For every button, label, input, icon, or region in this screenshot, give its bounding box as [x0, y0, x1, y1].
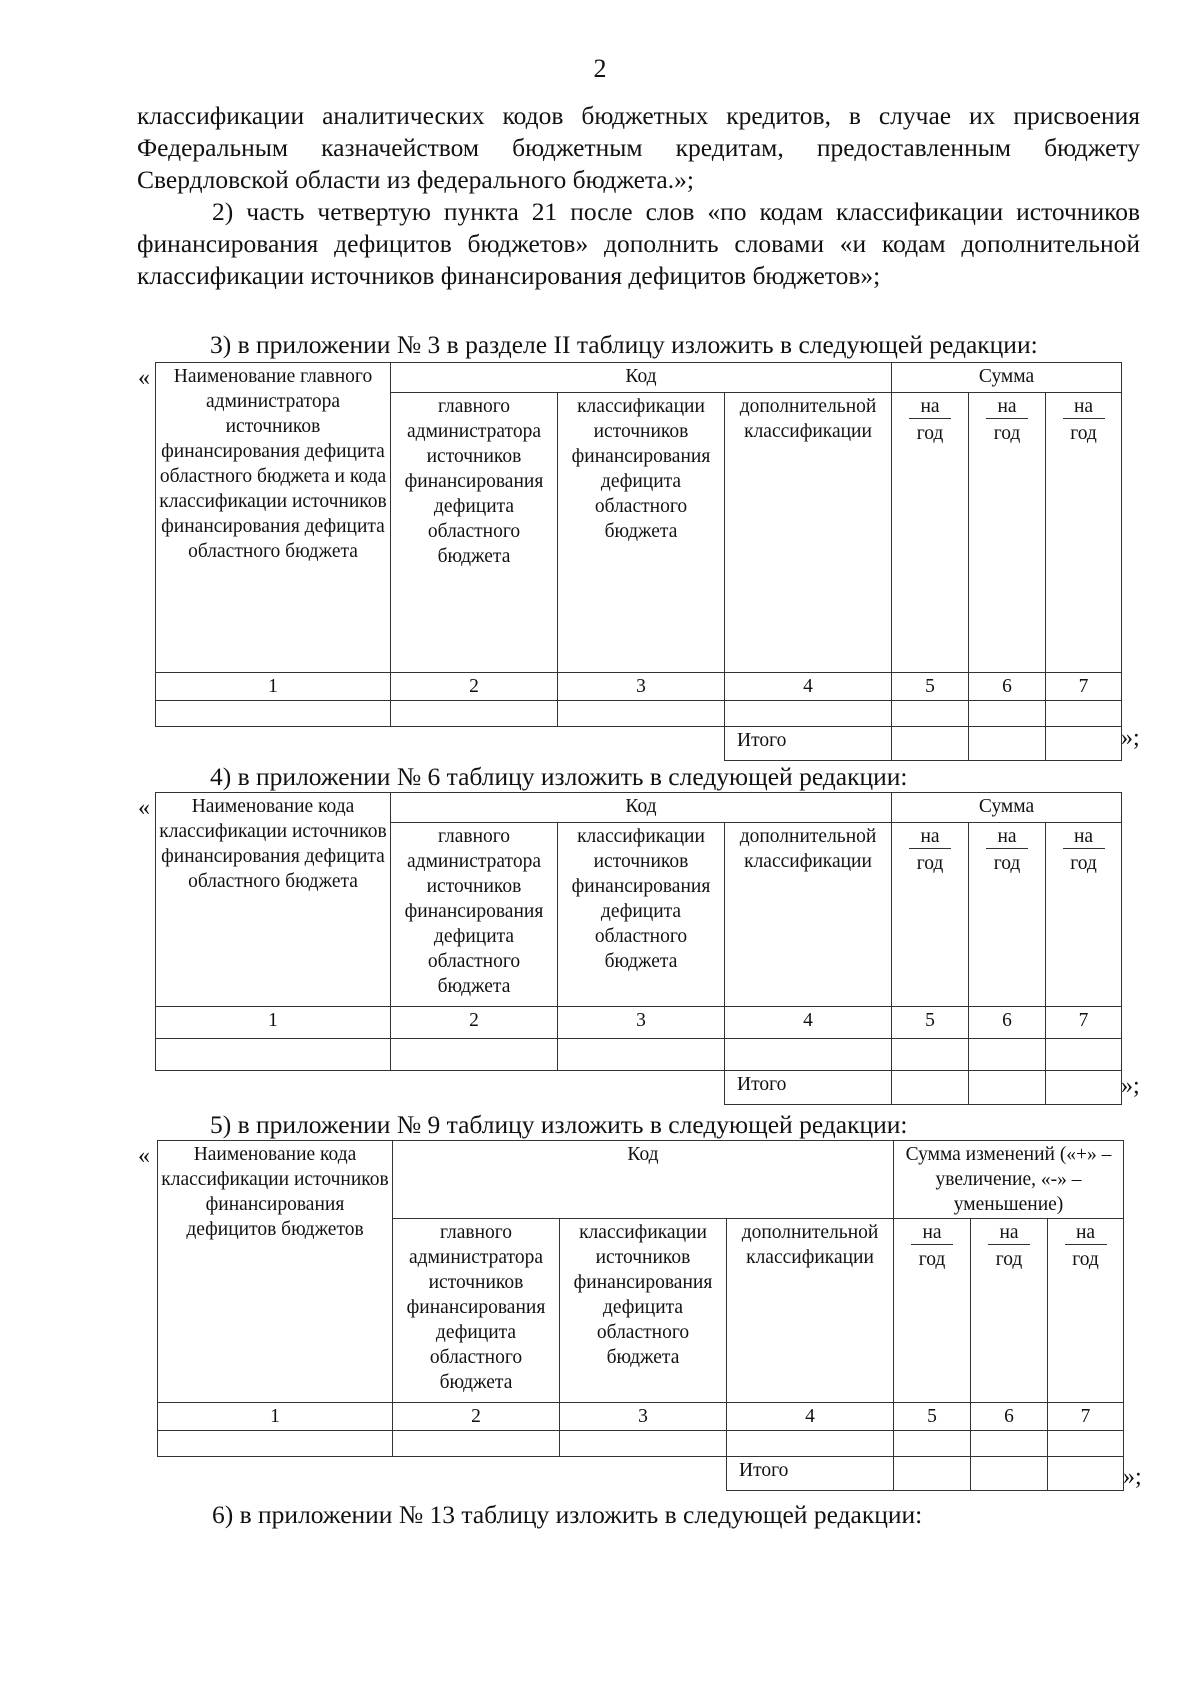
itogo-cell [969, 1071, 1046, 1105]
col-num: 2 [393, 1403, 560, 1431]
table-appendix-3 [155, 362, 1122, 761]
col-num: 1 [156, 1007, 391, 1039]
glavnogo-admin-header: главного администратора источников финансирования дефицита областного бюджета [391, 823, 558, 1007]
empty-cell [892, 701, 969, 727]
empty-cell [156, 1039, 391, 1071]
empty-cell [1046, 701, 1122, 727]
table-appendix-6 [155, 792, 1122, 1105]
name-header: Наименование кода классификации источников финансирования дефицитов бюджетов [158, 1141, 393, 1403]
klass-ist-header: классификации источников финансирования дефицита областного бюджета [560, 1219, 727, 1403]
klass-ist-header: классификации источников финансирования дефицита областного бюджета [558, 393, 725, 673]
col-num: 4 [725, 1007, 892, 1039]
empty-cell [725, 1039, 892, 1071]
empty-cell [1048, 1431, 1124, 1457]
na-label: на [988, 1220, 1030, 1245]
kod-header: Код [391, 793, 892, 823]
col-num: 1 [156, 673, 391, 701]
empty-cell [969, 1039, 1046, 1071]
klass-ist-header: классификации источников финансирования дефицита областного бюджета [558, 823, 725, 1007]
glavnogo-admin-header: главного администратора источников финансирования дефицита областного бюджета [391, 393, 558, 673]
itogo-cell [1046, 1071, 1122, 1105]
god-label: год [1070, 853, 1097, 874]
summa-header: Сумма изменений («+» – увеличение, «-» – уменьшение) [894, 1141, 1124, 1219]
god-label: год [993, 853, 1021, 874]
itogo-cell [892, 1071, 969, 1105]
empty-cell [971, 1431, 1048, 1457]
empty-cell [393, 1431, 560, 1457]
na-label: на [1065, 1220, 1107, 1245]
kod-header: Код [393, 1141, 894, 1219]
na-label: на [986, 394, 1028, 419]
empty-cell [391, 701, 558, 727]
god-label: год [1072, 1249, 1099, 1270]
empty-cell [969, 701, 1046, 727]
year-header [971, 1219, 1048, 1403]
col-num: 3 [558, 1007, 725, 1039]
col-num: 5 [894, 1403, 971, 1431]
col-num: 6 [969, 1007, 1046, 1039]
year-header [892, 393, 969, 673]
empty-cell [558, 1039, 725, 1071]
dop-klass-header: дополнительной классификации [727, 1219, 894, 1403]
col-num: 6 [971, 1403, 1048, 1431]
col-num: 2 [391, 1007, 558, 1039]
itogo-cell [971, 1457, 1048, 1491]
col-num: 3 [558, 673, 725, 701]
open-quote: « [138, 365, 150, 391]
year-header [969, 393, 1046, 673]
god-label: год [993, 423, 1021, 444]
summa-header: Сумма [892, 363, 1122, 393]
name-header: Наименование главного администратора источников финансирования дефицита областного бюджета и кода классификации источников финансирования дефицита областного бюджета [156, 363, 391, 673]
col-num: 2 [391, 673, 558, 701]
year-header [1048, 1219, 1124, 1403]
na-label: на [1063, 824, 1105, 849]
col-num: 5 [892, 673, 969, 701]
col-num: 5 [892, 1007, 969, 1039]
page-number: 2 [593, 54, 607, 83]
col-num: 1 [158, 1403, 393, 1431]
col-num: 3 [560, 1403, 727, 1431]
itogo-label: Итого [725, 1071, 892, 1105]
glavnogo-admin-header: главного администратора источников финансирования дефицита областного бюджета [393, 1219, 560, 1403]
empty-cell [391, 1039, 558, 1071]
na-label: на [911, 1220, 953, 1245]
paragraph-continuation: классификации аналитических кодов бюджетных кредитов, в случае их присвоения Федеральным казначейством бюджетным кредитам, предоставленным бюджету Свердловской области из федерального бюджета.»; [137, 101, 1140, 194]
close-quote: »; [1121, 1073, 1140, 1099]
itogo-cell [894, 1457, 971, 1491]
open-quote: « [138, 1143, 150, 1169]
heading-item-5: 5) в приложении № 9 таблицу изложить в следующей редакции: [210, 1110, 908, 1139]
itogo-cell [969, 727, 1046, 761]
dop-klass-header: дополнительной классификации [725, 823, 892, 1007]
god-label: год [918, 1249, 946, 1270]
col-num: 6 [969, 673, 1046, 701]
itogo-cell [1048, 1457, 1124, 1491]
heading-item-4: 4) в приложении № 6 таблицу изложить в следующей редакции: [210, 762, 908, 791]
kod-header: Код [391, 363, 892, 393]
na-label: на [909, 394, 951, 419]
empty-cell [158, 1431, 393, 1457]
table-appendix-9 [157, 1140, 1124, 1491]
year-header [969, 823, 1046, 1007]
year-header [1046, 823, 1122, 1007]
col-num: 7 [1046, 1007, 1122, 1039]
empty-cell [560, 1431, 727, 1457]
god-label: год [995, 1249, 1023, 1270]
heading-item-3: 3) в приложении № 3 в разделе II таблицу изложить в следующей редакции: [210, 330, 1038, 359]
empty-cell [156, 701, 391, 727]
itogo-label: Итого [725, 727, 892, 761]
na-label: на [986, 824, 1028, 849]
year-header [892, 823, 969, 1007]
year-header [1046, 393, 1122, 673]
dop-klass-header: дополнительной классификации [725, 393, 892, 673]
col-num: 4 [727, 1403, 894, 1431]
paragraph-item-2: 2) часть четвертую пункта 21 после слов «по кодам классификации источников финансирования дефицитов бюджетов» дополнить словами «и кодам дополнительной классификации источников финансирования дефицитов бюджетов»; [137, 197, 1140, 290]
summa-header: Сумма [892, 793, 1122, 823]
na-label: на [1063, 394, 1105, 419]
close-quote: »; [1121, 725, 1140, 751]
col-num: 7 [1046, 673, 1122, 701]
empty-cell [725, 701, 892, 727]
itogo-cell [1046, 727, 1122, 761]
year-header [894, 1219, 971, 1403]
itogo-cell [892, 727, 969, 761]
god-label: год [1070, 423, 1097, 444]
god-label: год [916, 423, 944, 444]
god-label: год [916, 853, 944, 874]
name-header: Наименование кода классификации источников финансирования дефицита областного бюджета [156, 793, 391, 1007]
col-num: 4 [725, 673, 892, 701]
close-quote: »; [1123, 1464, 1142, 1490]
empty-cell [894, 1431, 971, 1457]
empty-cell [892, 1039, 969, 1071]
col-num: 7 [1048, 1403, 1124, 1431]
itogo-label: Итого [727, 1457, 894, 1491]
empty-cell [727, 1431, 894, 1457]
empty-cell [558, 701, 725, 727]
heading-item-6: 6) в приложении № 13 таблицу изложить в следующей редакции: [212, 1500, 923, 1529]
na-label: на [909, 824, 951, 849]
empty-cell [1046, 1039, 1122, 1071]
open-quote: « [138, 795, 150, 821]
